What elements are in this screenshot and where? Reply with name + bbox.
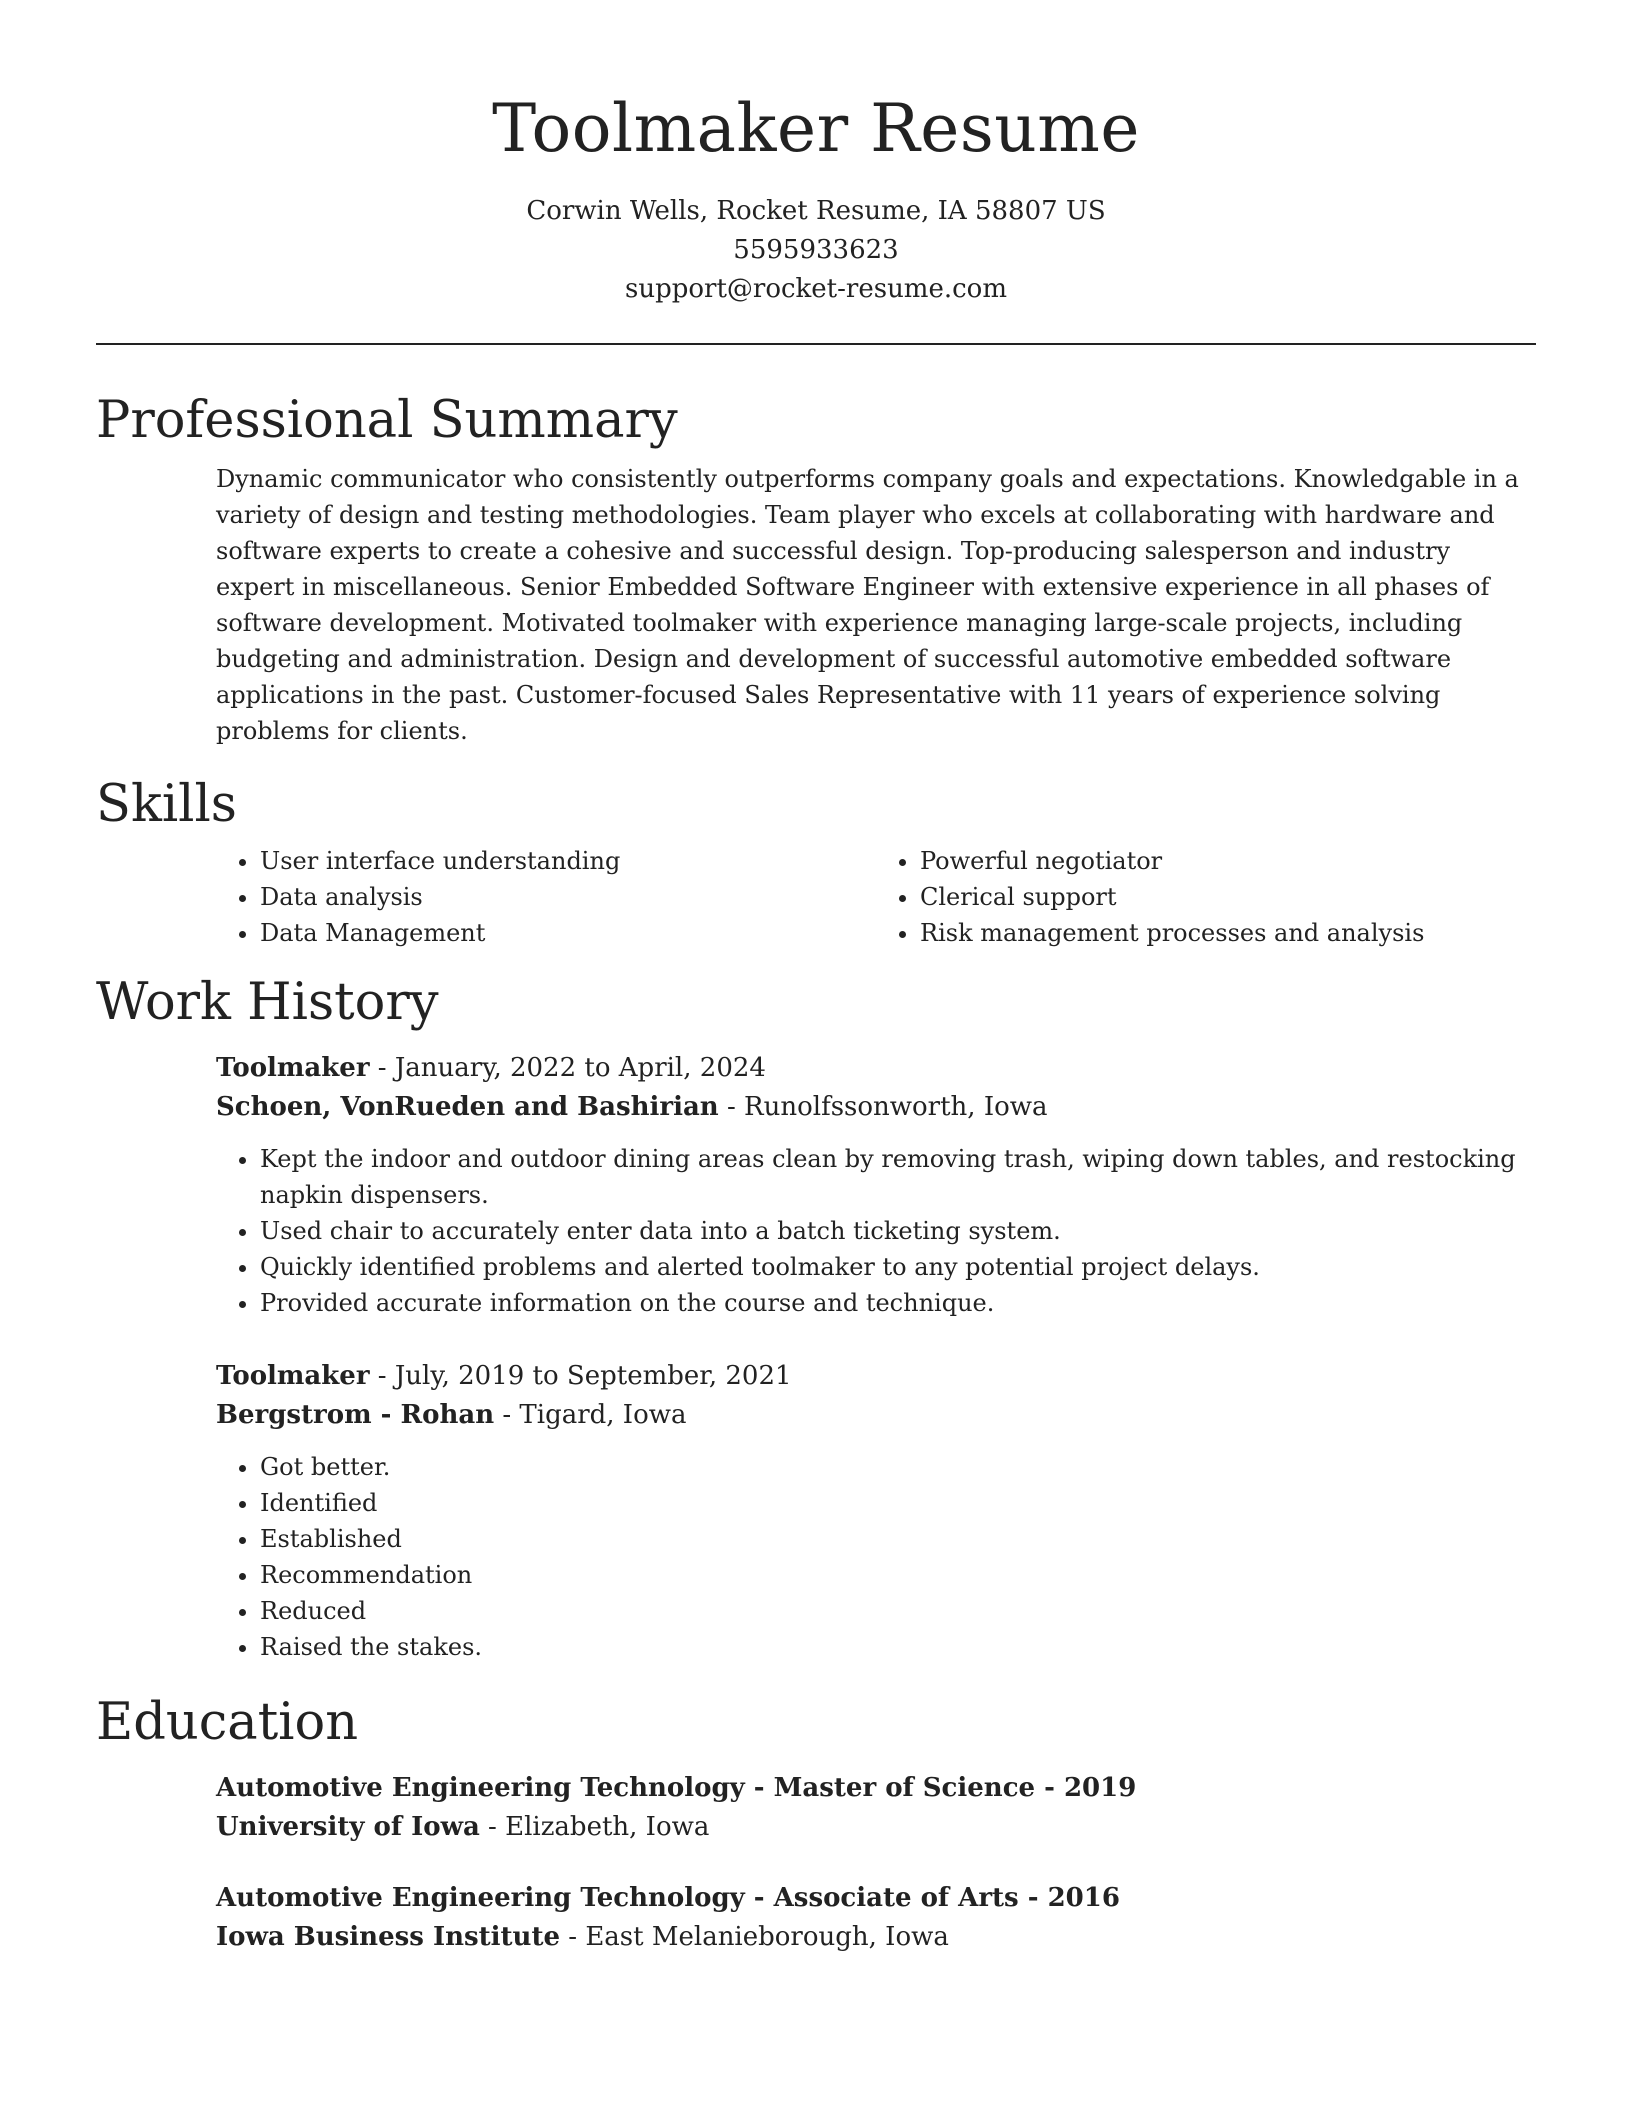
job-title-line — [216, 1049, 1536, 1088]
contact-address: Corwin Wells, Rocket Resume, IA 58807 US — [526, 196, 1106, 226]
skill-item: • User interface understanding — [260, 843, 876, 879]
education-location: - Elizabeth, Iowa — [479, 1812, 710, 1842]
education-location: - East Melanieborough, Iowa — [560, 1922, 949, 1952]
skill-item: • Risk management processes and analysis — [920, 915, 1536, 951]
skill-item: • Clerical support — [920, 879, 1536, 915]
skills-list — [216, 843, 1536, 951]
skill-item: • Powerful negotiator — [920, 843, 1536, 879]
resume-title: Toolmaker Resume — [492, 90, 1140, 167]
job-entry — [216, 1049, 1536, 1321]
skill-item: • Data analysis — [260, 879, 876, 915]
contact-email: support@rocket-resume.com — [624, 274, 1007, 304]
skills-column-left — [216, 843, 876, 951]
job-entry — [216, 1357, 1536, 1665]
job-title-line — [216, 1357, 1536, 1396]
job-duty-item: • Provided accurate information on the course and technique. — [260, 1285, 1536, 1321]
job-duties — [216, 1141, 1536, 1321]
education-entry — [216, 1769, 1536, 1847]
job-duties — [216, 1449, 1536, 1665]
job-title: Toolmaker — [216, 1361, 370, 1391]
skills-column-right — [876, 843, 1536, 951]
contact-info — [96, 192, 1536, 309]
education-school-line — [216, 1918, 1536, 1957]
resume-page — [96, 0, 1536, 1957]
education-entry — [216, 1879, 1536, 1957]
summary-heading: Professional Summary — [96, 391, 678, 450]
education-degree: Automotive Engineering Technology - Master of Science - 2019 — [216, 1773, 1137, 1803]
education-school: Iowa Business Institute — [216, 1922, 561, 1952]
job-duty-item: • Identified — [260, 1485, 1536, 1521]
job-title: Toolmaker — [216, 1053, 370, 1083]
job-company: Bergstrom - Rohan — [216, 1400, 495, 1430]
job-duty-item: • Quickly identified problems and alerted toolmaker to any potential project delays. — [260, 1249, 1536, 1285]
job-company-line — [216, 1396, 1536, 1435]
job-dates: - January, 2022 to April, 2024 — [369, 1053, 766, 1083]
job-duty-item: • Reduced — [260, 1593, 1536, 1629]
education-heading: Education — [96, 1693, 359, 1752]
skill-item: • Data Management — [260, 915, 876, 951]
skills-heading: Skills — [96, 775, 237, 834]
header-divider — [96, 343, 1536, 345]
job-company-line — [216, 1088, 1536, 1127]
job-duty-item: • Used chair to accurately enter data into a batch ticketing system. — [260, 1213, 1536, 1249]
education-school-line — [216, 1808, 1536, 1847]
job-location: - Runolfssonworth, Iowa — [718, 1092, 1048, 1122]
job-duty-item: • Recommendation — [260, 1557, 1536, 1593]
job-duty-item: • Established — [260, 1521, 1536, 1557]
work-history-heading: Work History — [96, 973, 439, 1032]
job-duty-item: • Kept the indoor and outdoor dining areas clean by removing trash, wiping down tables, and restocking napkin dispensers. — [260, 1141, 1536, 1213]
contact-phone: 5595933623 — [733, 235, 899, 265]
education-school: University of Iowa — [216, 1812, 480, 1842]
job-company: Schoen, VonRueden and Bashirian — [216, 1092, 719, 1122]
job-duty-item: • Got better. — [260, 1449, 1536, 1485]
job-location: - Tigard, Iowa — [494, 1400, 687, 1430]
summary-text: Dynamic communicator who consistently outperforms company goals and expectations. Knowledgable in a variety of design and testing methodologies. Team player who excels at collaborating with hardware and software experts to create a cohesive and successful design. Top-producing salesperson and industry expert in miscellaneous. Senior Embedded Software Engineer with extensive experience in all phases of software development. Motivated toolmaker with experience managing large-scale projects, including budgeting and administration. Design and development of successful automotive embedded software applications in the past. Customer-focused Sales Representative with 11 years of experience solving problems for clients. — [216, 465, 1519, 745]
resume-header — [96, 0, 1536, 309]
job-dates: - July, 2019 to September, 2021 — [369, 1361, 792, 1391]
education-degree: Automotive Engineering Technology - Associate of Arts - 2016 — [216, 1883, 1120, 1913]
job-duty-item: • Raised the stakes. — [260, 1629, 1536, 1665]
